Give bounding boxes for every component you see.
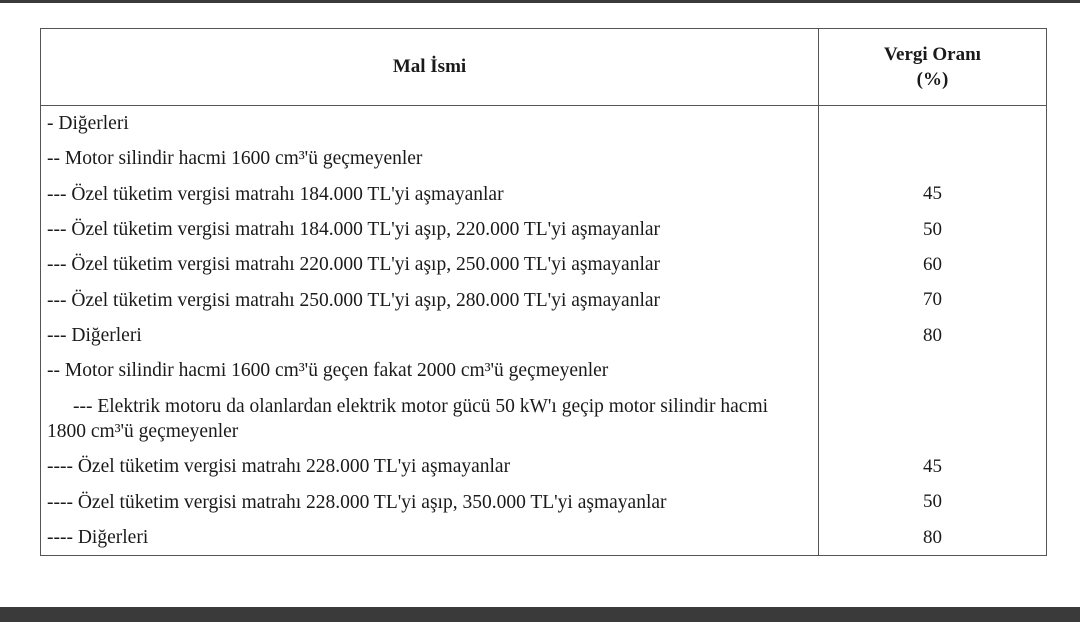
table-row bbox=[41, 353, 1047, 388]
row-label: -- Motor silindir hacmi 1600 cm³'ü geçen fakat 2000 cm³'ü geçmeyenler bbox=[41, 353, 819, 388]
row-rate: 60 bbox=[819, 247, 1047, 282]
row-rate: 80 bbox=[819, 520, 1047, 556]
row-label: --- Elektrik motoru da olanlardan elektrik motor gücü 50 kW'ı geçip motor silindir hacmi 1800 cm³'ü geçmeyenler bbox=[41, 389, 819, 450]
column-header-vergi-orani bbox=[819, 29, 1047, 106]
top-rule bbox=[0, 0, 1080, 3]
table-row bbox=[41, 520, 1047, 556]
row-rate: 45 bbox=[819, 449, 1047, 484]
row-rate bbox=[819, 106, 1047, 142]
row-rate: 50 bbox=[819, 485, 1047, 520]
row-rate bbox=[819, 353, 1047, 388]
row-label: --- Özel tüketim vergisi matrahı 250.000 TL'yi aşıp, 280.000 TL'yi aşmayanlar bbox=[41, 283, 819, 318]
row-label: - Diğerleri bbox=[41, 106, 819, 142]
table-row bbox=[41, 389, 1047, 450]
tax-table-container bbox=[40, 28, 1046, 556]
table-row bbox=[41, 212, 1047, 247]
row-label: --- Özel tüketim vergisi matrahı 220.000 TL'yi aşıp, 250.000 TL'yi aşmayanlar bbox=[41, 247, 819, 282]
table-header bbox=[41, 29, 1047, 106]
table-row bbox=[41, 141, 1047, 176]
table-row bbox=[41, 283, 1047, 318]
row-label: -- Motor silindir hacmi 1600 cm³'ü geçmeyenler bbox=[41, 141, 819, 176]
row-rate: 70 bbox=[819, 283, 1047, 318]
row-label: ---- Diğerleri bbox=[41, 520, 819, 556]
table-row bbox=[41, 247, 1047, 282]
table-row bbox=[41, 318, 1047, 353]
bottom-bar bbox=[0, 607, 1080, 622]
table-row bbox=[41, 106, 1047, 142]
table-body bbox=[41, 106, 1047, 556]
row-label: --- Özel tüketim vergisi matrahı 184.000 TL'yi aşmayanlar bbox=[41, 177, 819, 212]
row-rate: 50 bbox=[819, 212, 1047, 247]
table-row bbox=[41, 449, 1047, 484]
row-rate bbox=[819, 141, 1047, 176]
table-row bbox=[41, 177, 1047, 212]
row-label: ---- Özel tüketim vergisi matrahı 228.000 TL'yi aşıp, 350.000 TL'yi aşmayanlar bbox=[41, 485, 819, 520]
header-row bbox=[41, 29, 1047, 106]
column-header-vergi-orani-line1: Vergi Oranı bbox=[884, 43, 981, 65]
table-row bbox=[41, 485, 1047, 520]
row-label: ---- Özel tüketim vergisi matrahı 228.000 TL'yi aşmayanlar bbox=[41, 449, 819, 484]
row-rate: 80 bbox=[819, 318, 1047, 353]
column-header-vergi-orani-line2: (%) bbox=[916, 69, 949, 90]
row-label: --- Özel tüketim vergisi matrahı 184.000 TL'yi aşıp, 220.000 TL'yi aşmayanlar bbox=[41, 212, 819, 247]
row-rate: 45 bbox=[819, 177, 1047, 212]
row-rate bbox=[819, 389, 1047, 450]
row-label: --- Diğerleri bbox=[41, 318, 819, 353]
column-header-mal-ismi: Mal İsmi bbox=[41, 29, 819, 106]
tax-rate-table bbox=[40, 28, 1047, 556]
